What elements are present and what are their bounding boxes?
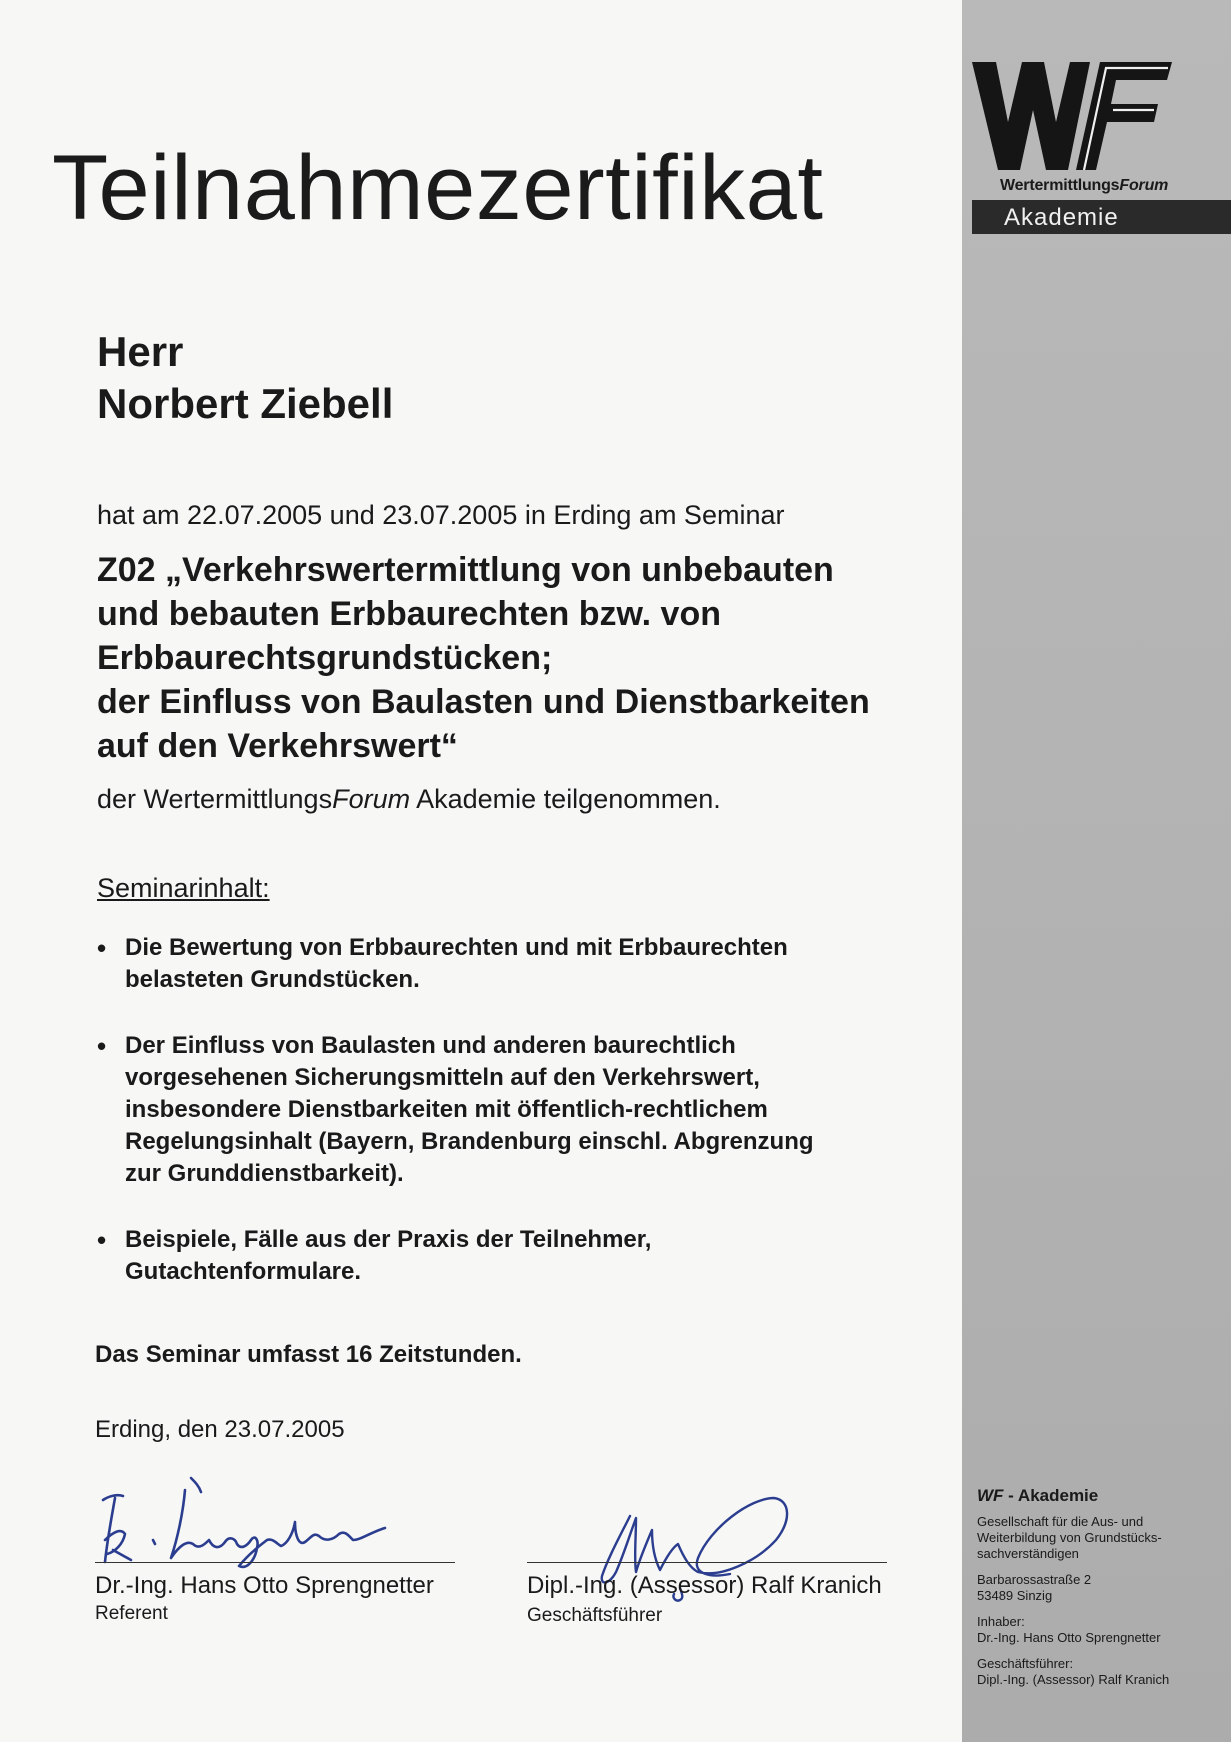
topic-line: zur Grunddienstbarkeit). [125, 1160, 404, 1187]
topic-line: • Der Einfluss von Baulasten und anderen baurechtlich [125, 1032, 736, 1059]
topic-line: Regelungsinhalt (Bayern, Brandenburg einschl. Abgrenzung [125, 1128, 814, 1155]
wf-logo-icon [972, 60, 1187, 170]
seminar-duration: Das Seminar umfasst 16 Zeitstunden. [95, 1341, 522, 1368]
list-item [97, 932, 917, 996]
participation-italic: Forum [332, 784, 411, 814]
topic-line: • Die Bewertung von Erbbaurechten und mit Erbbaurechten [125, 934, 788, 961]
left-signatory-role: Referent [95, 1603, 168, 1624]
footer-owner [977, 1614, 1222, 1646]
footer-org-line: Gesellschaft für die Aus- und [977, 1514, 1144, 1529]
footer-org-line: Weiterbildung von Grundstücks- [977, 1530, 1162, 1545]
footer-organization [977, 1514, 1222, 1562]
topic-line: insbesondere Dienstbarkeiten mit öffentlich-rechtlichem [125, 1096, 768, 1123]
left-signature-line [95, 1562, 455, 1563]
seminar-title-line: Z02 „Verkehrswertermittlung von unbebauten [97, 551, 834, 589]
footer-address-line: 53489 Sinzig [977, 1588, 1053, 1603]
recipient-salutation: Herr [97, 328, 184, 375]
right-signature-line [527, 1562, 887, 1563]
footer-manager-name: Dipl.-Ing. (Assessor) Ralf Kranich [977, 1672, 1170, 1687]
footer-owner-label: Inhaber: [977, 1614, 1025, 1629]
recipient-block [97, 328, 393, 433]
intro-text: hat am 22.07.2005 und 23.07.2005 in Erding am Seminar [97, 500, 785, 530]
left-signature-icon [95, 1470, 475, 1580]
sidebar-panel [962, 0, 1231, 1742]
list-item [97, 1224, 917, 1288]
logo-akademie-bar [972, 200, 1231, 234]
seminar-title-line: der Einfluss von Baulasten und Dienstbarkeiten [97, 683, 870, 721]
topic-line: belasteten Grundstücken. [125, 966, 420, 993]
certificate-title: Teilnahmezertifikat [52, 137, 824, 239]
footer-manager-label: Geschäftsführer: [977, 1656, 1074, 1671]
seminar-title-line: auf den Verkehrswert“ [97, 727, 458, 765]
topic-list [97, 932, 917, 1322]
content-heading: Seminarinhalt: [97, 873, 270, 903]
topic-line: Gutachtenformulare. [125, 1258, 362, 1285]
wf-logo [972, 60, 1231, 240]
seminar-title [97, 548, 947, 768]
footer-org-line: sachverständigen [977, 1546, 1079, 1561]
participation-suffix: Akademie teilgenommen. [410, 784, 721, 814]
topic-line: vorgesehenen Sicherungsmitteln auf den Verkehrswert, [125, 1064, 760, 1091]
organization-footer [977, 1488, 1222, 1698]
footer-manager [977, 1656, 1222, 1688]
footer-address [977, 1572, 1222, 1604]
left-signatory-name: Dr.-Ing. Hans Otto Sprengnetter [95, 1572, 434, 1599]
list-item [97, 1030, 917, 1190]
topic-line: • Beispiele, Fälle aus der Praxis der Teilnehmer, [125, 1226, 652, 1253]
seminar-title-line: Erbbaurechtsgrundstücken; [97, 639, 553, 677]
logo-bar-label: Akademie [1004, 204, 1119, 231]
footer-title-rest: - Akademie [1003, 1486, 1099, 1505]
seminar-title-line: und bebauten Erbbaurechten bzw. von [97, 595, 722, 633]
right-signatory-name: Dipl.-Ing. (Assessor) Ralf Kranich [527, 1572, 882, 1599]
participation-text [97, 784, 721, 815]
footer-title-italic: WF [977, 1486, 1004, 1505]
footer-owner-name: Dr.-Ing. Hans Otto Sprengnetter [977, 1630, 1161, 1645]
logo-tagline-italic: Forum [1119, 177, 1169, 194]
right-signatory-role: Geschäftsführer [527, 1605, 663, 1626]
participation-prefix: der Wertermittlungs [97, 784, 333, 814]
footer-address-line: Barbarossastraße 2 [977, 1572, 1092, 1587]
logo-tagline-prefix: Wertermittlungs [1000, 177, 1120, 194]
place-date: Erding, den 23.07.2005 [95, 1416, 345, 1443]
logo-tagline [1000, 177, 1168, 195]
recipient-name: Norbert Ziebell [97, 380, 394, 428]
footer-title [977, 1488, 1222, 1504]
